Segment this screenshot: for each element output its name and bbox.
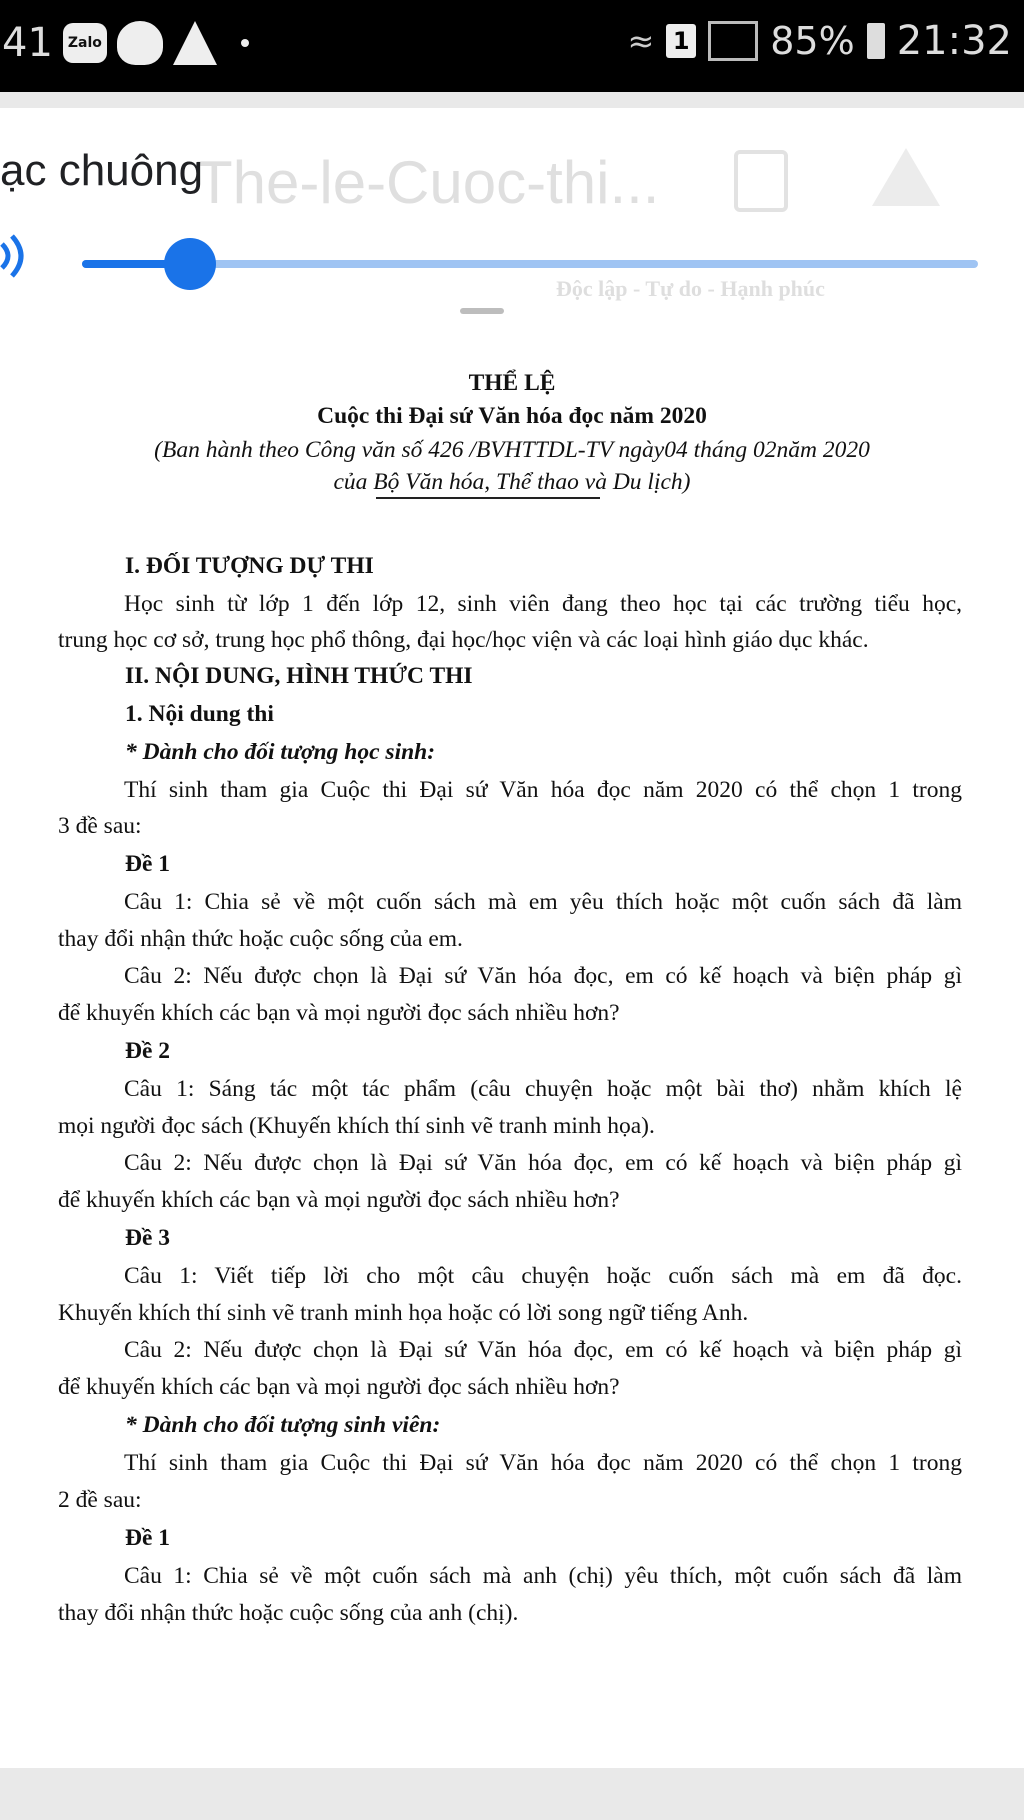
wifi-icon: ≈ (627, 22, 655, 60)
de3-q2-line-2: để khuyến khích các bạn và mọi người đọc sách nhiều hơn? (58, 1374, 620, 1400)
drive-add-icon[interactable] (872, 148, 940, 206)
notification-count: 41 (2, 20, 53, 66)
s1-para-line-1: Học sinh từ lớp 1 đến lớp 12, sinh viên đang theo học tại các trường tiểu học, (124, 591, 962, 617)
status-left (0, 18, 249, 68)
speech-progress-slider[interactable] (82, 260, 978, 268)
document-page (0, 340, 1024, 1768)
sv-de1-heading: Đề 1 (125, 1525, 171, 1551)
section-2-heading: II. NỘI DUNG, HÌNH THỨC THI (125, 663, 473, 689)
document-motto-ghost: Độc lập - Tự do - Hạnh phúc (556, 276, 825, 301)
read-aloud-toolbar (0, 108, 1024, 342)
status-right (627, 10, 1024, 72)
s1-para-line-2: trung học cơ sở, trung học phổ thông, đại học/học viện và các loại hình giáo dục khác. (58, 627, 869, 653)
de1-q1-line-1: Câu 1: Chia sẻ về một cuốn sách mà em yêu thích hoặc một cuốn sách đã làm (124, 889, 962, 915)
sv-q1-line-1: Câu 1: Chia sẻ về một cuốn sách mà anh (chị) yêu thích, một cuốn sách đã làm (124, 1563, 962, 1589)
de1-q2-line-2: để khuyến khích các bạn và mọi người đọc sách nhiều hơn? (58, 1000, 620, 1026)
sv-q1-line-2: thay đổi nhận thức hoặc cuộc sống của anh (chị). (58, 1600, 519, 1626)
warning-icon (173, 21, 217, 65)
sim-slot-icon: 1 (666, 24, 696, 58)
title-rule (376, 497, 600, 499)
students-intro-line-1: Thí sinh tham gia Cuộc thi Đại sứ Văn hóa đọc năm 2020 có thể chọn 1 trong (124, 777, 962, 803)
slider-track (82, 260, 978, 268)
search-icon[interactable] (734, 150, 788, 212)
issued-line-2: của Bộ Văn hóa, Thể thao và Du lịch) (333, 469, 691, 495)
sv-intro-line-2: 2 đề sau: (58, 1487, 142, 1513)
de2-q1-line-2: mọi người đọc sách (Khuyến khích thí sinh vẽ tranh minh họa). (58, 1113, 655, 1139)
speaker-icon[interactable] (0, 226, 30, 286)
slider-thumb[interactable] (164, 238, 216, 290)
more-notifications-icon (241, 39, 249, 47)
de1-q2-line-1: Câu 2: Nếu được chọn là Đại sứ Văn hóa đọc, em có kế hoạch và biện pháp gì (124, 963, 962, 989)
students-heading: * Dành cho đối tượng học sinh: (125, 739, 436, 765)
de2-q2-line-2: để khuyến khích các bạn và mọi người đọc sách nhiều hơn? (58, 1187, 620, 1213)
section-1-heading: I. ĐỐI TƯỢNG DỰ THI (125, 553, 374, 579)
clock: 21:32 (896, 18, 1012, 64)
battery-icon (867, 23, 885, 59)
students-uni-heading: * Dành cho đối tượng sinh viên: (125, 1412, 441, 1438)
sv-intro-line-1: Thí sinh tham gia Cuộc thi Đại sứ Văn hóa đọc năm 2020 có thể chọn 1 trong (124, 1450, 962, 1476)
doc-subtitle: Cuộc thi Đại sứ Văn hóa đọc năm 2020 (317, 403, 707, 429)
de3-q2-line-1: Câu 2: Nếu được chọn là Đại sứ Văn hóa đọc, em có kế hoạch và biện pháp gì (124, 1337, 962, 1363)
de3-q1-line-1: Câu 1: Viết tiếp lời cho một câu chuyện hoặc cuốn sách mà em đã đọc. (124, 1263, 962, 1289)
file-title-ghost: The-le-Cuoc-thi... (196, 149, 660, 216)
de1-q1-line-2: thay đổi nhận thức hoặc cuộc sống của em. (58, 926, 463, 952)
status-bar (0, 0, 1024, 92)
de1-heading: Đề 1 (125, 851, 171, 877)
zalo-icon: Zalo (63, 23, 107, 63)
de2-heading: Đề 2 (125, 1038, 171, 1064)
voice-title: ạc chuông (0, 146, 204, 195)
de3-q1-line-2: Khuyến khích thí sinh vẽ tranh minh họa hoặc có lời song ngữ tiếng Anh. (58, 1300, 749, 1326)
app-notification-icon (117, 21, 163, 65)
drag-handle[interactable] (460, 308, 504, 314)
de2-q1-line-1: Câu 1: Sáng tác một tác phẩm (câu chuyện hoặc một bài thơ) nhằm khích lệ (124, 1076, 962, 1102)
de3-heading: Đề 3 (125, 1225, 171, 1251)
signal-icon (708, 21, 758, 61)
de2-q2-line-1: Câu 2: Nếu được chọn là Đại sứ Văn hóa đọc, em có kế hoạch và biện pháp gì (124, 1150, 962, 1176)
doc-title: THỂ LỆ (468, 370, 556, 396)
issued-line-1: (Ban hành theo Công văn số 426 /BVHTTDL-TV ngày04 tháng 02năm 2020 (154, 437, 870, 463)
section-2-sub-1: 1. Nội dung thi (125, 701, 274, 727)
battery-percent: 85% (770, 19, 855, 63)
students-intro-line-2: 3 đề sau: (58, 813, 142, 839)
